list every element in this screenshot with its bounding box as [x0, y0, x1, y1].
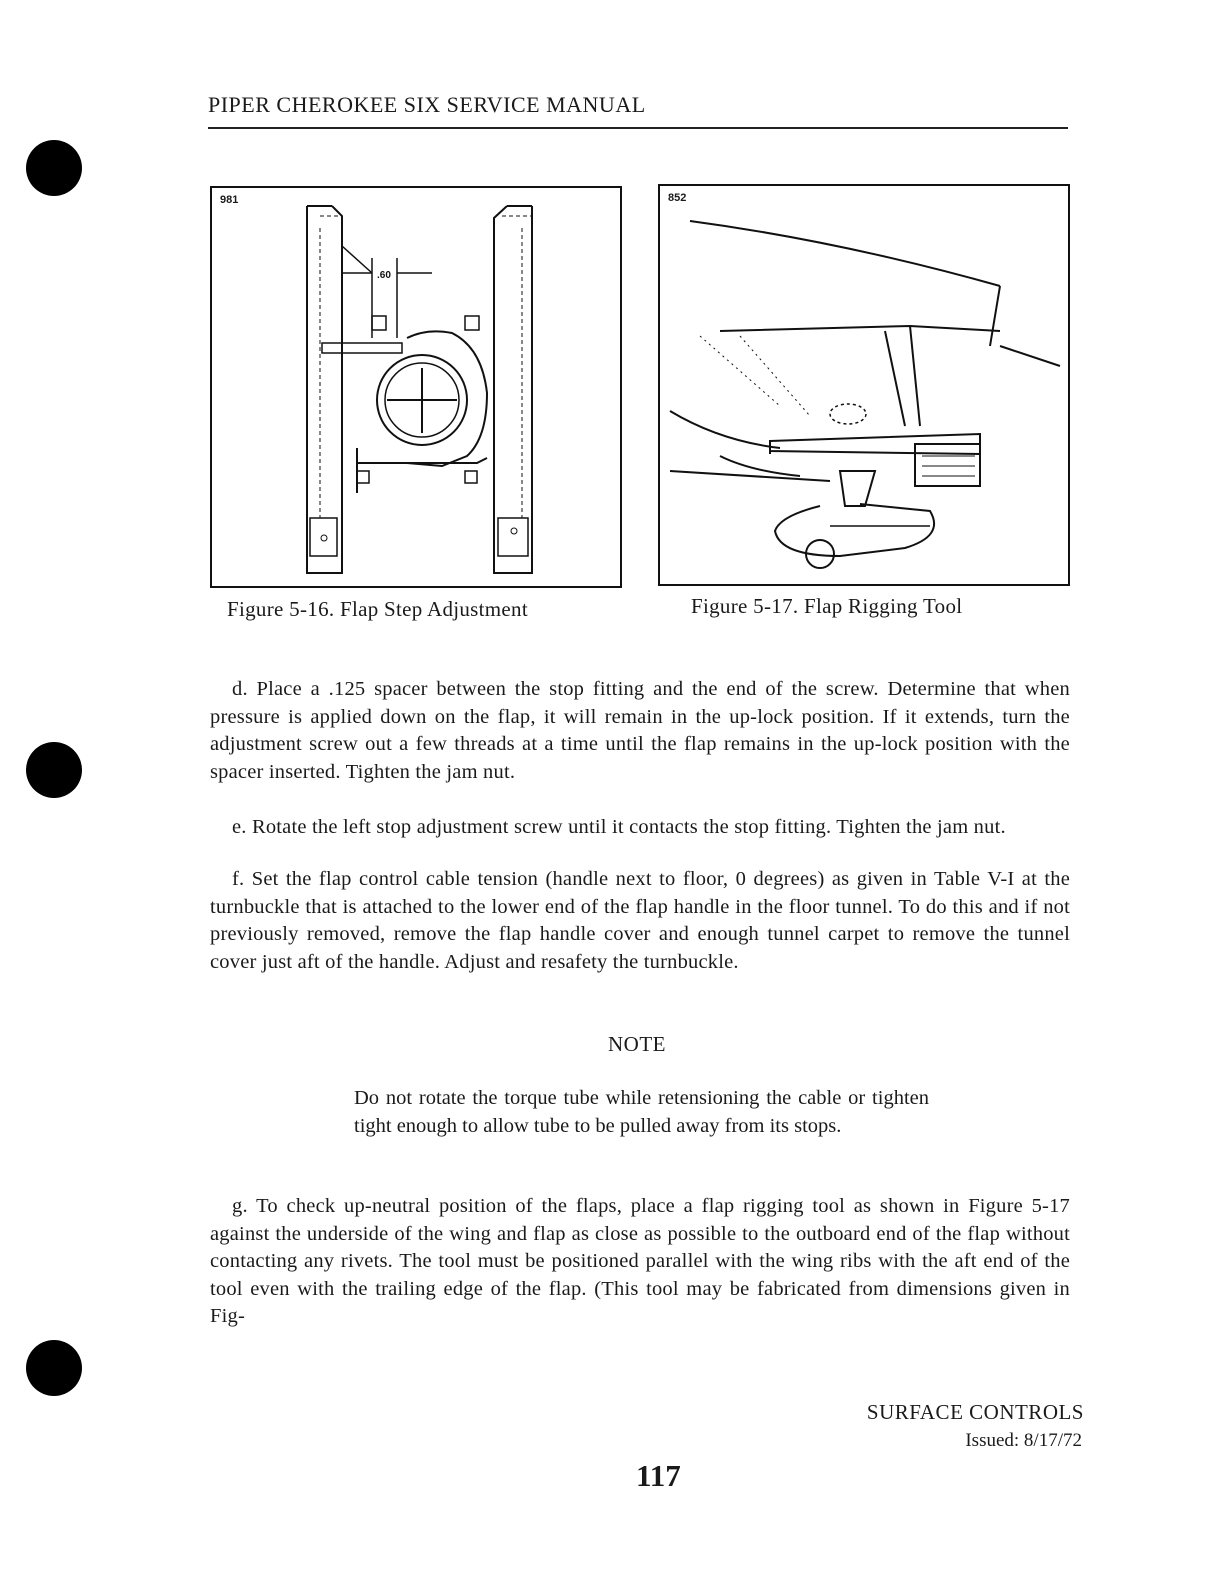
note-title: NOTE: [608, 1032, 666, 1056]
figure-number: 852: [668, 192, 687, 204]
paragraph-f: f. Set the flap control cable tension (handle next to floor, 0 degrees) as given in Table V-I at the turnbuckle that is attached to the lower end of the flap handle in the floor tunnel. To do this and if not previously removed, remove the flap handle cover and enough tunnel carpet to remove the tunnel cover just aft of the handle. Adjust and resafety the turnbuckle.: [210, 868, 1070, 973]
header-rule: [208, 127, 1068, 129]
figure-flap-step-adjustment: [210, 186, 622, 588]
page-number: 117: [636, 1458, 681, 1493]
figure-5-16-caption: Figure 5-16. Flap Step Adjustment: [227, 597, 528, 621]
note-body: Do not rotate the torque tube while retensioning the cable or tighten tight enough to allow tube to be pulled away from its stops.: [354, 1087, 929, 1137]
footer-issued-date: Issued: 8/17/72: [965, 1430, 1082, 1451]
binder-hole-middle: [26, 742, 82, 798]
page-header: PIPER CHEROKEE SIX SERVICE MANUAL: [208, 92, 646, 117]
footer-section: SURFACE CONTROLS: [866, 1400, 1084, 1424]
figure-5-17-caption: Figure 5-17. Flap Rigging Tool: [691, 594, 963, 618]
figure-flap-rigging-tool: [658, 184, 1070, 586]
paragraph-g: g. To check up-neutral position of the flaps, place a flap rigging tool as shown in Figure 5-17 against the underside of the wing and flap as close as possible to the outboard end of the flap without contacting any rivets. The tool must be positioned parallel with the wing ribs with the aft end of the tool even with the trailing edge of the flap. (This tool may be fabricated from dimensions given in Fig-: [210, 1195, 1070, 1327]
binder-hole-bottom: [26, 1340, 82, 1396]
dimension-label: .60: [377, 270, 391, 281]
paragraph-d: d. Place a .125 spacer between the stop fitting and the end of the screw. Determine that when pressure is applied down on the flap, it will remain in the up-lock position. If it extends, turn the adjustment screw out a few threads at a time until the flap remains in the up-lock position with the spacer inserted. Tighten the jam nut.: [210, 678, 1070, 783]
binder-hole-top: [26, 140, 82, 196]
figure-number: 981: [220, 194, 239, 206]
paragraph-e: e. Rotate the left stop adjustment screw until it contacts the stop fitting. Tighten the jam nut.: [232, 816, 1006, 838]
flap-rigging-drawing: [660, 186, 1068, 584]
flap-step-drawing: [212, 188, 620, 586]
